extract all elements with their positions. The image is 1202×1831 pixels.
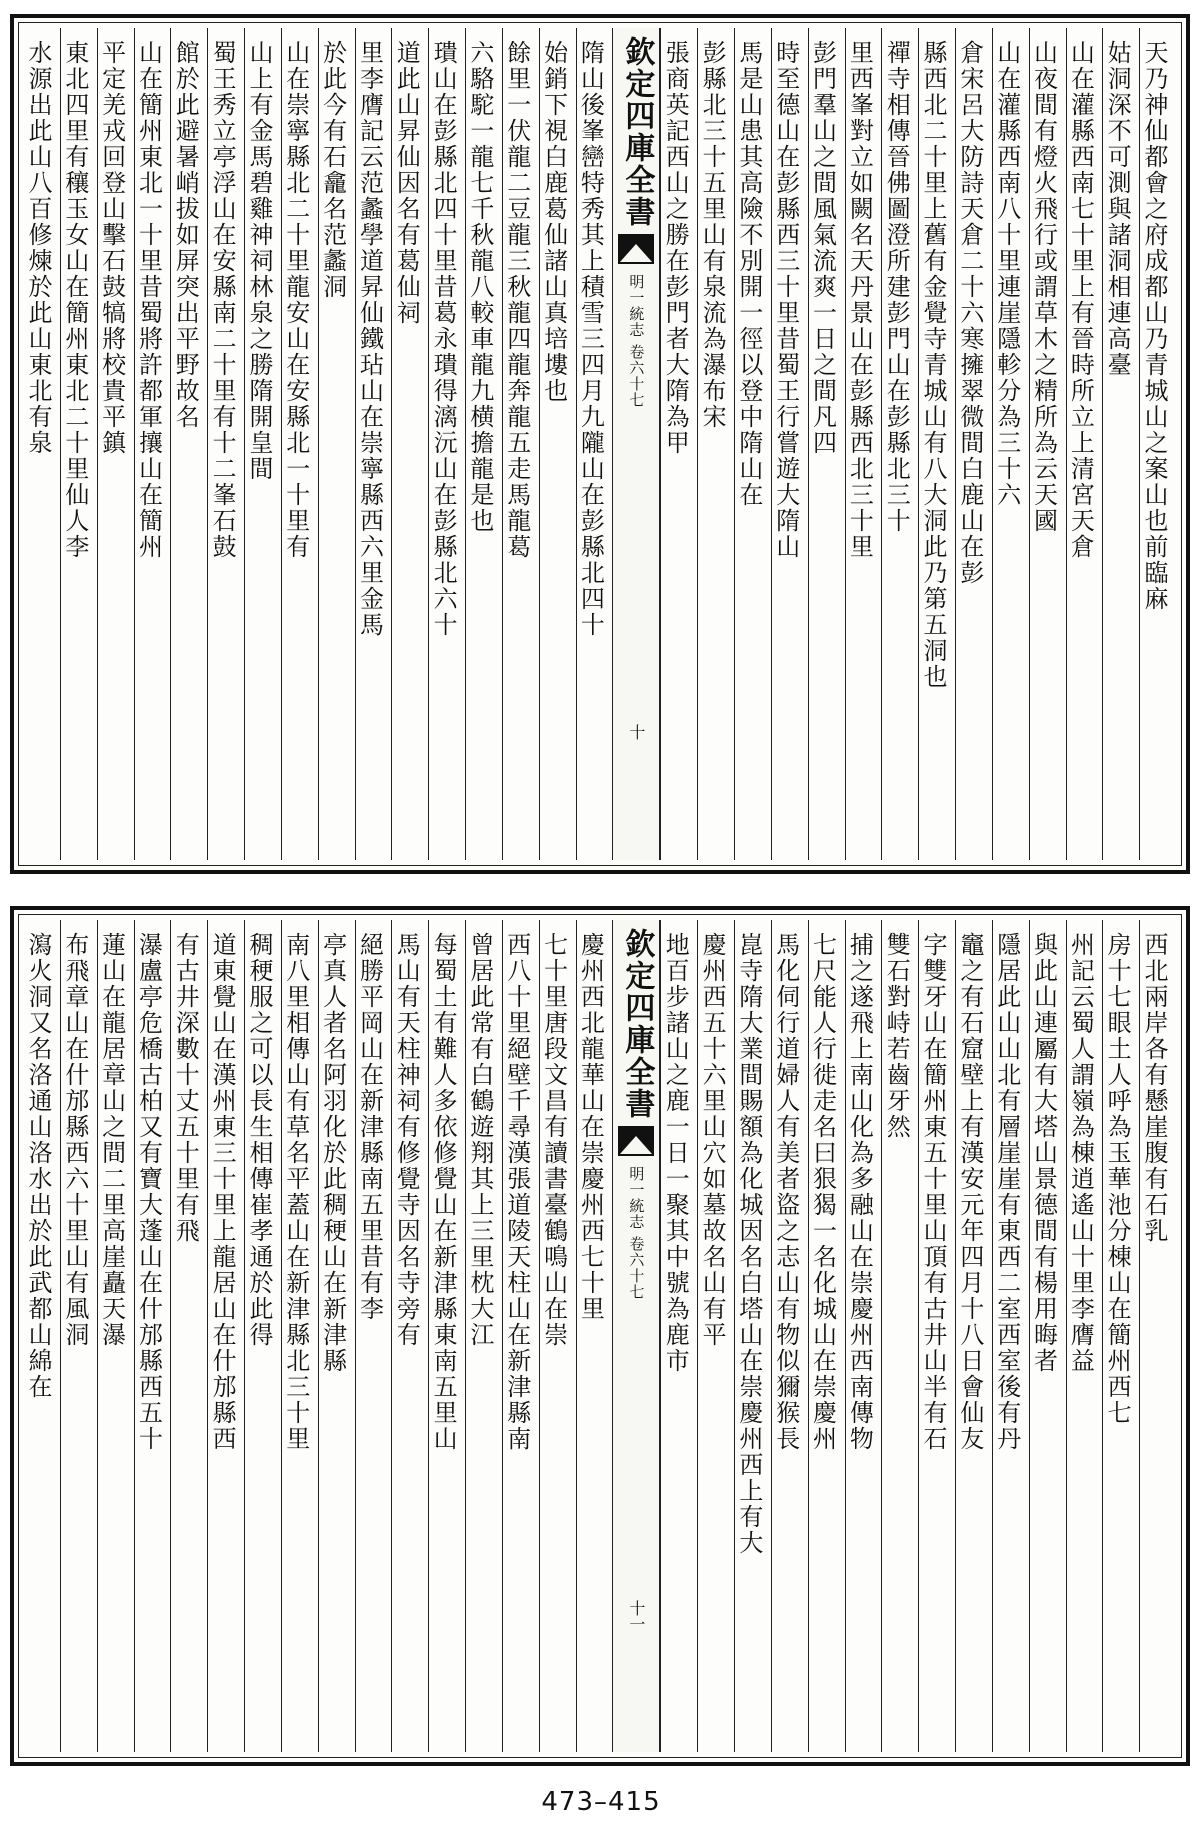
text-column: 道此山昇仙因名有葛仙祠 [391, 28, 428, 860]
upper-page-columns [24, 28, 1176, 860]
lower-page-columns [24, 920, 1176, 1752]
text-column: 慶州西北龍華山在崇慶州西七十里 [576, 920, 613, 1752]
text-column: 隱居此山山北有層崖崖有東西二室西室後有丹 [992, 920, 1029, 1752]
text-column: 水源出此山八百修煉於此山東北有泉 [24, 40, 52, 456]
text-column: 蓮山在龍居章山之間二里高崖矗天瀑 [97, 920, 134, 1752]
text-column: 七十里唐段文昌有讀書臺鶴鳴山在崇 [539, 920, 576, 1752]
text-column: 瀑盧亭危橋古柏又有寶大蓬山在什邡縣西五十 [134, 920, 171, 1752]
text-column: 馬化伺行道婦人有美者盜之志山有物似獮猴長 [771, 920, 808, 1752]
volume-label: 明一統志 卷六十七 [627, 274, 646, 408]
text-column: 有古井深數十丈五十里有飛 [170, 920, 207, 1752]
text-column: 竈之有石窟壁上有漢安元年四月十八日會仙友 [955, 920, 992, 1752]
text-column: 山上有金馬碧雞神祠林泉之勝隋開皇間 [244, 28, 281, 860]
text-column: 字雙牙山在簡州東五十里山頂有古井山半有石 [918, 920, 955, 1752]
text-column: 六駱駝一龍七千秋龍八較車龍九横擔龍是也 [465, 28, 502, 860]
text-column: 雙石對峙若齒牙然 [881, 920, 918, 1752]
text-column: 山夜間有燈火飛行或謂草木之精所為云天國 [1029, 28, 1066, 860]
volume-label: 明一統志 卷六十七 [627, 1166, 646, 1300]
text-column: 山在灌縣西南八十里連崖隱軫分為三十六 [992, 28, 1029, 860]
text-column: 天乃神仙都會之府成都山乃青城山之案山也前臨麻 [1139, 28, 1176, 860]
text-column: 平定羌戎回登山擊石鼓犒將校貴平鎮 [97, 28, 134, 860]
text-column: 房十七眼土人呼為玉華池分棟山在簡州西七 [1102, 920, 1139, 1752]
text-column: 地百步諸山之鹿一日一聚其中號為鹿市 [660, 920, 697, 1752]
text-column: 姑洞深不可測與諸洞相連高臺 [1102, 28, 1139, 860]
book-title: 欽定四庫全書 [619, 928, 655, 1120]
text-column: 馬是山患其高險不別開一徑以登中隋山在 [734, 28, 771, 860]
text-column: 稠稉服之可以長生相傳崔孝通於此得 [244, 920, 281, 1752]
text-column: 每蜀土有難人多依修覺山在新津縣東南五里山 [428, 920, 465, 1752]
text-column: 捕之遂飛上南山化為多融山在崇慶州西南傳物 [845, 920, 882, 1752]
folio-number: 十一 [626, 1600, 646, 1632]
text-column: 隋山後峯巒特秀其上積雪三四月九隴山在彭縣北四十 [576, 28, 613, 860]
text-column: 馬山有天柱神祠有修覺寺因名寺旁有 [391, 920, 428, 1752]
page-number: 473–415 [541, 1787, 661, 1817]
text-column: 布飛章山在什邡縣西六十里山有風洞 [60, 920, 97, 1752]
text-column: 州記云蜀人謂嶺為棟逍遙山十里李膺益 [1066, 920, 1103, 1752]
text-column: 縣西北二十里上舊有金覺寺青城山有八大洞此乃第五洞也 [918, 28, 955, 860]
text-column: 倉宋呂大防詩天倉二十六寒擁翠微間白鹿山在彭 [955, 28, 992, 860]
text-column: 七尺能人行徙走名曰狠猲一名化城山在崇慶州 [808, 920, 845, 1752]
lower-page [10, 906, 1190, 1766]
text-column: 張商英記西山之勝在彭門者大隋為甲 [660, 28, 697, 860]
folio-number: 十 [626, 724, 646, 740]
text-column: 璝山在彭縣北四十里昔葛永璝得漓沅山在彭縣北六十 [428, 28, 465, 860]
text-column: 西北兩岸各有懸崖腹有石乳 [1139, 920, 1176, 1752]
text-column: 瀉火洞又名洛通山洛水出於此武都山綿在 [24, 932, 52, 1400]
text-column: 道東覺山在漢州東三十里上龍居山在什邡縣西 [207, 920, 244, 1752]
text-column: 南八里相傳山有草名平蓋山在新津縣北三十里 [281, 920, 318, 1752]
text-column: 時至德山在彭縣西三十里昔蜀王行嘗遊大隋山 [771, 28, 808, 860]
upper-page [10, 14, 1190, 874]
center-margin-strip [612, 28, 660, 860]
text-column: 里西峯對立如闕名天丹景山在彭縣西北三十里 [845, 28, 882, 860]
text-column: 與此山連屬有大塔山景德間有楊用晦者 [1029, 920, 1066, 1752]
text-column: 亭真人者名阿羽化於此稠稉山在新津縣 [318, 920, 355, 1752]
text-column: 館於此避暑峭拔如屏突出平野故名 [170, 28, 207, 860]
text-column: 慶州西五十六里山穴如墓故名山有平 [697, 920, 734, 1752]
text-column: 絕勝平岡山在新津縣南五里昔有李 [355, 920, 392, 1752]
text-column: 彭門羣山之間風氣流爽一日之間凡四 [808, 28, 845, 860]
fish-tail-ornament-icon [616, 232, 656, 266]
text-column: 彭縣北三十五里山有泉流為瀑布宋 [697, 28, 734, 860]
text-column: 崑寺隋大業間賜額為化城因名白塔山在崇慶州西上有大 [734, 920, 771, 1752]
text-column: 蜀王秀立亭浮山在安縣南二十里有十二峯石鼓 [207, 28, 244, 860]
fish-tail-ornament-icon [616, 1124, 656, 1158]
text-column: 餘里一伏龍二豆龍三秋龍四龍奔龍五走馬龍葛 [502, 28, 539, 860]
center-margin-strip [612, 920, 660, 1752]
text-column: 於此今有石龕名范蠡洞 [318, 28, 355, 860]
book-title: 欽定四庫全書 [619, 36, 655, 228]
text-column: 山在崇寧縣北二十里龍安山在安縣北一十里有 [281, 28, 318, 860]
text-column: 山在簡州東北一十里昔蜀將許都軍攘山在簡州 [134, 28, 171, 860]
text-column: 山在灌縣西南七十里上有晉時所立上清宮天倉 [1066, 28, 1103, 860]
text-column: 里李膺記云范蠡學道昇仙鐵玷山在崇寧縣西六里金馬 [355, 28, 392, 860]
text-column: 始銷下視白鹿葛仙諸山真培塿也 [539, 28, 576, 860]
text-column: 東北四里有穰玉女山在簡州東北二十里仙人李 [60, 28, 97, 860]
text-column: 禪寺相傳晉佛圖澄所建彭門山在彭縣北三十 [881, 28, 918, 860]
text-column: 西八十里絕壁千尋漢張道陵天柱山在新津縣南 [502, 920, 539, 1752]
text-column: 曾居此常有白鶴遊翔其上三里枕大江 [465, 920, 502, 1752]
